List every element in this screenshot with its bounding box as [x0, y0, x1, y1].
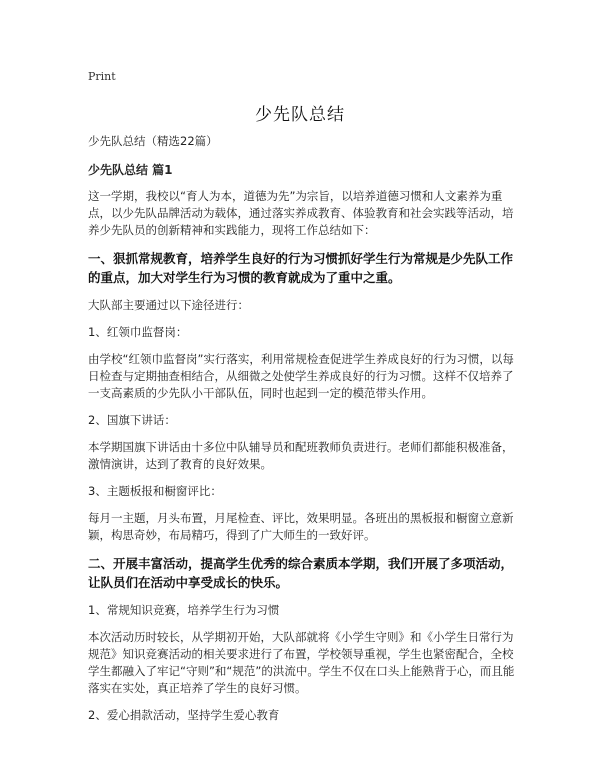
item-text-1: 由学校“红领巾监督岗”实行落实，利用常规检查促进学生养成良好的行为习惯，以每日检查与定期抽查相结合，从细微之处使学生养成良好的行为习惯。这样不仅培养了一支高素质的少先队小干部队伍，同时也起到一定的模范带头作用。 — [88, 352, 514, 400]
section-heading-1: 一、狠抓常规教育，培养学生良好的行为习惯抓好学生行为常规是少先队工作的重点，加大对学生行为习惯的教育就成为了重中之重。 — [88, 251, 514, 285]
subtitle: 少先队总结（精选22篇） — [88, 134, 218, 148]
item-title-5: 2、爱心捐款活动，坚持学生爱心教育 — [88, 708, 280, 722]
item-title-2: 2、国旗下讲话： — [88, 413, 176, 427]
item-title-4: 1、常规知识竞赛，培养学生行为习惯 — [88, 603, 280, 617]
item-text-4: 本次活动历时较长，从学期初开始，大队部就将《小学生守则》和《小学生日常行为规范》知识竞赛活动的相关要求进行了布置，学校领导重视，学生也紧密配合，全校学生都融入了牢记“守则”和“规范”的洪流中。学生不仅在口头上能熟背于心，而且能落实在实处，真正培养了学生的良好习惯。 — [88, 630, 515, 695]
section-heading-2: 二、开展丰富活动，提高学生优秀的综合素质本学期，我们开展了多项活动，让队员们在活动中享受成长的快乐。 — [88, 556, 514, 590]
intro-paragraph: 这一学期，我校以“育人为本，道德为先”为宗旨，以培养道德习惯和人文素养为重点，以少先队品牌活动为载体，通过落实养成教育、体验教育和社会实践等活动，培养少先队员的创新精神和实践能力，现将工作总结如下： — [88, 189, 514, 237]
item-title-1: 1、红领巾监督岗： — [88, 325, 188, 339]
print-label: Print — [88, 70, 116, 83]
approach-text: 大队部主要通过以下途径进行： — [88, 298, 249, 312]
item-title-3: 3、主题板报和橱窗评比： — [88, 484, 222, 498]
document-body — [88, 133, 518, 724]
article-heading: 少先队总结 篇1 — [88, 163, 173, 177]
item-text-3: 每月一主题，月头布置，月尾检查、评比，效果明显。各班出的黑板报和橱窗立意新颖，构思奇妙，布局精巧，得到了广大师生的一致好评。 — [88, 511, 514, 542]
item-text-2: 本学期国旗下讲话由十多位中队辅导员和配班教师负责进行。老师们都能积极准备，激情演讲，达到了教育的良好效果。 — [88, 440, 514, 471]
page-title: 少先队总结 — [255, 105, 345, 125]
